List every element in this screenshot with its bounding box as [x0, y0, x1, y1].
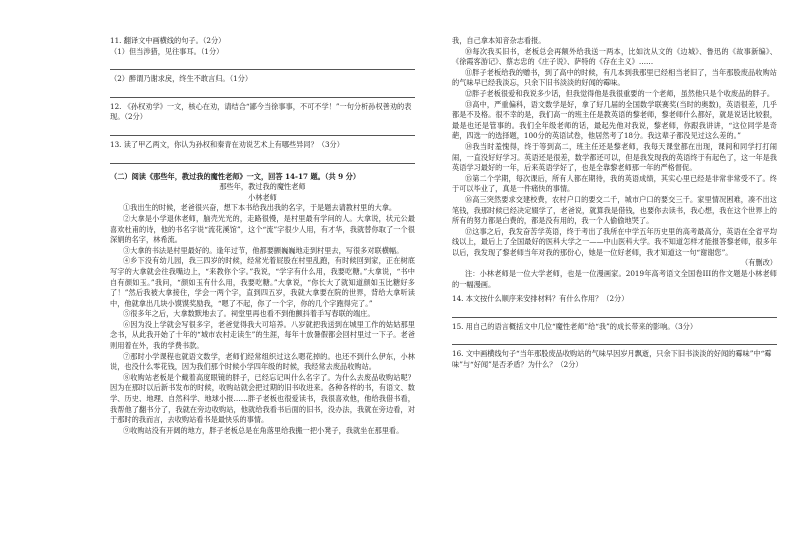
article-paragraph: ⑤很多年之后，大拿数默地去了。祠堂里再也看不到他颤抖着手写春联的端庄。	[122, 309, 375, 319]
question-14: 14. 本文按什么顺序来安排材料？有什么作用？（2分）	[452, 294, 629, 304]
answer-line	[452, 308, 777, 318]
answer-line	[110, 88, 415, 98]
answer-line	[110, 154, 415, 164]
article-paragraph: ⑪胖子老板给我的赠书，到了高中的时候，有几本到我那里已经相当老旧了，当年那股废品收购站的气味早已经我淡忘，只余下旧书淡淡的好闻的霉味。	[452, 67, 777, 88]
question-15: 15. 用自己的语言概括文中几位“魔性老师”给“我”的成长带来的影响。（3分）	[452, 321, 698, 331]
source-note: （有删改）	[741, 258, 777, 268]
answer-line	[452, 335, 777, 345]
right-column	[452, 36, 777, 371]
article-paragraph: ⑮第二个学期，每次课后，所有人都在期待，我的英语成绩，其实心里已经是非常非常受不了。终于可以毕业了，真是一件痛快的事情。	[452, 173, 777, 194]
article-paragraph: ⑯高三突然要求交建校费，农村户口的要交二千，城市户口的要交三千。家里情况困难，凑不出这笔钱，我那时候已经决定辍学了，老爸说，就算我是借钱，也要你去读书，我心想，我在这个世界上的所有的努力都是白费的，都是没有用的，我一个人偷偷地哭了。	[452, 194, 777, 226]
article-paragraph: ⑭我当时羞愧得，终于等到高二，班主任还是黎老师，我每天课堂都在出现，课间和同学打打闹闹，一直没好好学习。英语还是很差，数学都还可以，但是我发现我的英语终于有起色了，这一年是我英语学习最好的一年，后来英语学好了，也是全靠黎老师那一年的严格督促。	[452, 141, 777, 173]
article-paragraph: ⑩每次我买旧书，老板总会再额外给我送一两本，比如沈从文的《边城》、鲁迅的《故事新编》、《徐霞客游记》、蔡志忠的《庄子说》、萨特的《存在主义》……	[452, 46, 777, 67]
section-title: （二）阅读《那些年，教过我的魔性老师》一文，回答 14-17 题。（共 9 分）	[110, 171, 361, 181]
article-paragraph: ③大拿的书法是村里最好的。逢年过节，他都要颤巍巍地走到村里去，写很多对联横幅。	[122, 245, 404, 255]
question-11-part-1: （1）但当涉猎，见往事耳。（1分）	[110, 46, 224, 56]
article-author: 小林老师	[248, 192, 277, 202]
article-note: 注：小林老师是一位大学老师，也是一位漫画家。2019年高考语文全国卷III的作文题是小林老师的一幅漫画。	[452, 269, 777, 289]
article-paragraph: ①我出生的时候，老爸很兴奋，想下本书给我出我的名字，于是题去请教村里的大拿。	[122, 203, 397, 213]
question-12: 12. 《孙权劝学》一文，核心在劝，请结合“鄙今当徐事事，不可不学！”一句分析孙权善劝的表现。（2分）	[110, 101, 412, 122]
article-paragraph: ②大拿是小学退休老师，脑壳光光的，走路很慢，是村里最有学问的人。大拿说，状元公最喜欢杜甫的诗，他的书名字说“流花溪馆”，这个“流”字很少人用，有才华，我就替你取了一个很深娟的名字，林希流。	[110, 213, 415, 245]
article-paragraph: ④乡下没有幼儿园，我三四岁的时候，经常光着屁股在村里乱跑，有时候回到家，正在树底写字的大拿就会往我嘴边上，“来教你个字。”我说，“学字有什么用，我要吃糖。”大拿说，“书中自有颜如玉。”我问，“颜如玉有什么用，我要吃糖。”大拿说，“你长大了就知道颜如玉比糖好多了！”然后我被大拿接住，学会一两个字，直到四五岁，我就大拿要在院的世界，背给大拿听读中，他就拿出几块小馍馍奖励我，“嗯了不起，你了一个字，你的几个字跑得完了。”	[110, 256, 415, 308]
article-paragraph: ⑧收购站老板是个戴着高度眼镜的胖子，已经忘记叫什么名字了。为什么去废品收购站呢？因为在那时以后新书发布的时候，收购站就会把过期的旧书收进来。各种各样的书，有语文、数学、历史、地理、自然科学、地球小报……胖子老板也很爱读书，我很喜欢他，他给我借书看，我帮他了翻书分了，我就在旁边收购站，他就给我看书后面的旧书，没办法，我就在旁边看，对于那时的我而言，去收购站看书是最快乐的事情。	[110, 372, 415, 425]
article-paragraph: ⑬高中，严重偏科，语文数学是好，拿了好几届的全国数学联赛奖(当时的奥数)，英语很差，几乎都是不及格。很不幸的是，我们高一的班主任是教英语的黎老师，黎老师什么都好，就是说话比较狠，最是也还是管事的。我们全年级老师的话，最起先他对我说，黎老师，你跟我讲讲，“这位同学是奇葩，四选一的选择题，100分的英语试卷，他居然考了18分。我这辈子都没见过这么差的。”	[452, 99, 777, 141]
answer-line	[110, 126, 415, 136]
article-paragraph: ⑦那时小学课程也就语文数学，老师们经常组织过这么嗯花掉的。也还不到什么伊东，小林说，也没什么零花钱，因为我们那个时候小学四年级的时候，我经常去废品收购站。	[110, 351, 415, 372]
article-paragraph: 我，自己拿本知音杂志看报。	[452, 36, 546, 45]
question-11-part-2: （2）醉谓乃谢求戾，终生不敢言归。（1分）	[110, 74, 253, 84]
question-13: 13. 读了甲乙两文，你认为孙权和秦青在劝说艺术上有哪些异同？（3分）	[110, 139, 344, 149]
article-paragraph: ⑰这事之后，我发奋苦学英语，终于考出了我所在中学五年历史里的高考最高分，英语在全省平均线以上，最后上了全国最好的医科大学之一——中山医科大学。我不知道怎样才能报答黎老师，很多年以后，我发现了黎老师当年对我的那份心，她是一位好老师，我才知道这一句“谢谢您”。	[452, 226, 777, 257]
article-paragraph: ⑨收购站没有开阔的地方，胖子老板总是在角落里给我搬一把小凳子，我就坐在那里看。	[122, 425, 404, 435]
article-title: 那些年，教过我的魔性老师	[219, 182, 306, 192]
question-11: 11. 翻译文中画横线的句子。（2分）	[110, 36, 226, 45]
left-column	[110, 36, 415, 436]
answer-line	[110, 60, 415, 70]
article-paragraph: ⑫胖子老板很爱和我说多少话，但我觉得他是我很重要的一个老师，虽然他只是个收废品的胖子。	[464, 88, 775, 98]
question-16: 16. 文中画横线句子“当年那股废品收购站的气味早因岁月飘逝，只余下旧书淡淡的好闻的霉味”中“霉味”与“好闻”是否矛盾？为什么？（2分）	[452, 349, 772, 370]
article-paragraph: ⑥因为没上学就会写很多字，老爸觉得我大可培养。八岁就把我送到在城里工作的姑姑那里念书，从此我开始了十年的“城市农村走读生”的生涯，每年十放暑假都会回村里过一下子。老爸则用着在外，我的学费书款。	[110, 319, 415, 351]
